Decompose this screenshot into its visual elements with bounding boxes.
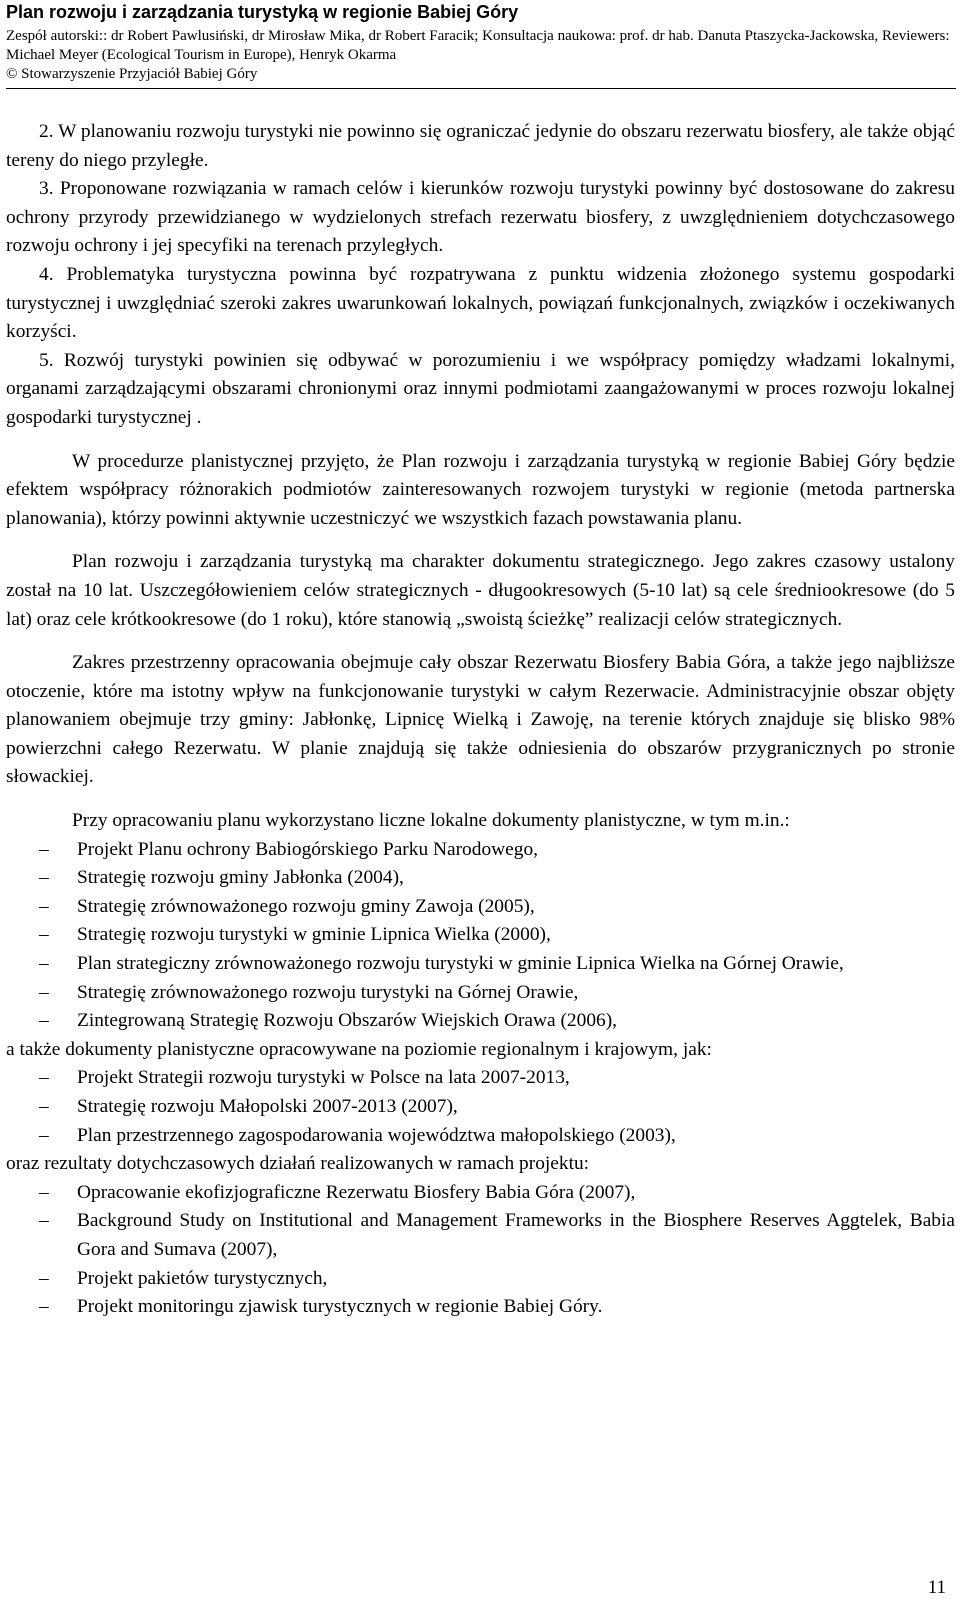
- paragraph-documents-intro: Przy opracowaniu planu wykorzystano liczne lokalne dokumenty planistyczne, w tym m.in.:: [72, 810, 790, 832]
- spacer: [6, 533, 955, 548]
- list-item-text: Projekt monitoringu zjawisk turystycznych w regionie Babiej Góry.: [77, 1296, 603, 1318]
- list-item: [6, 1179, 955, 1208]
- list-item: [6, 921, 955, 950]
- dash-bullet: –: [39, 924, 49, 946]
- document-body: [6, 118, 955, 1322]
- dash-bullet: –: [39, 1181, 49, 1203]
- project-results-list: [6, 1179, 955, 1322]
- list-item-text: Strategię rozwoju gminy Jabłonka (2004),: [77, 867, 404, 889]
- dash-bullet: –: [39, 838, 49, 860]
- list-item: [6, 979, 955, 1008]
- paragraph-strategic: Plan rozwoju i zarządzania turystyką ma charakter dokumentu strategicznego. Jego zakres czasowy ustalony został na 10 lat. Uszczegółowieniem celów strategicznych - długookresowych (5-10 lat) są cele średniookresowe (do 5 lat) oraz cele krótkookresowe (do 1 roku), które stanowią „swoistą ścieżkę” realizacji celów strategicznych.: [6, 551, 955, 630]
- page-header: [6, 0, 956, 89]
- list-item-text: Strategię rozwoju turystyki w gminie Lipnica Wielka (2000),: [77, 924, 551, 946]
- page-number: 11: [927, 1577, 946, 1598]
- numbered-item-3: 3. Proponowane rozwiązania w ramach celów i kierunków rozwoju turystyki powinny być dostosowane do zakresu ochrony przyrody przewidzianego w wydzielonych strefach rezerwatu biosfery, z uwzględnieniem dotychczasowego rozwoju ochrony i jej specyfiki na terenach przyległych.: [6, 178, 955, 257]
- authors-line: Zespół autorski:: dr Robert Pawlusiński, dr Mirosław Mika, dr Robert Faracik; Konsultacja naukowa: prof. dr hab. Danuta Ptaszycka-Jackowska, Reviewers: Michael Meyer (Ecological Tourism in Europe), Henryk Okarma: [6, 28, 950, 63]
- paragraph-spatial-scope: Zakres przestrzenny opracowania obejmuje cały obszar Rezerwatu Biosfery Babia Góra, a także jego najbliższe otoczenie, które ma istotny wpływ na funkcjonowanie turystyki w całym Rezerwacie. Administracyjnie obszar objęty planowaniem obejmuje trzy gminy: Jabłonkę, Lipnicę Wielką i Zawoję, na terenie których znajduje się blisko 98% powierzchni całego Rezerwatu. W planie znajdują się także odniesienia do obszarów przygranicznych po stronie słowackiej.: [6, 652, 955, 788]
- numbered-item-4: 4. Problematyka turystyczna powinna być rozpatrywana z punktu widzenia złożonego systemu gospodarki turystycznej i uwzględniać szeroki zakres uwarunkowań lokalnych, powiązań funkcjonalnych, związków i oczekiwanych korzyści.: [6, 263, 955, 343]
- list-item-text: Strategię zrównoważonego rozwoju turystyki na Górnej Orawie,: [77, 981, 579, 1003]
- list-item: [6, 1293, 955, 1322]
- list-item-text: Plan przestrzennego zagospodarowania województwa małopolskiego (2003),: [77, 1124, 676, 1146]
- local-documents-list: [6, 836, 955, 1036]
- paragraph-procedure: W procedurze planistycznej przyjęto, że Plan rozwoju i zarządzania turystyką w regionie Babiej Góry będzie efektem współpracy różnorakich podmiotów zainteresowanych rozwojem turystyki w regionie (metoda partnerska planowania), którzy powinni aktywnie uczestniczyć we wszystkich fazach powstawania planu.: [6, 450, 955, 529]
- list-item-text: Strategię zrównoważonego rozwoju gminy Zawoja (2005),: [77, 895, 535, 917]
- dash-bullet: –: [39, 867, 49, 889]
- dash-bullet: –: [39, 1010, 49, 1032]
- list-item-text: Projekt Strategii rozwoju turystyki w Polsce na lata 2007-2013,: [77, 1067, 570, 1089]
- dash-bullet: –: [39, 1124, 49, 1146]
- spacer: [6, 433, 955, 448]
- list-item: [6, 836, 955, 865]
- list-item: [6, 1007, 955, 1036]
- spacer: [6, 634, 955, 649]
- project-results-intro: oraz rezultaty dotychczasowych działań realizowanych w ramach projektu:: [6, 1153, 590, 1175]
- list-item: [6, 950, 955, 979]
- list-item: [6, 893, 955, 922]
- list-item: [6, 864, 955, 893]
- dash-bullet: –: [39, 895, 49, 917]
- list-item: [6, 1265, 955, 1294]
- list-item: [6, 1122, 955, 1151]
- document-title: Plan rozwoju i zarządzania turystyką w regionie Babiej Góry: [6, 2, 519, 22]
- dash-bullet: –: [39, 1267, 49, 1289]
- dash-bullet: –: [39, 953, 49, 975]
- dash-bullet: –: [39, 981, 49, 1003]
- dash-bullet: –: [39, 1067, 49, 1089]
- numbered-item-2: 2. W planowaniu rozwoju turystyki nie powinno się ograniczać jedynie do obszaru rezerwatu biosfery, ale także objąć tereny do niego przyległe.: [6, 121, 955, 171]
- list-item: [6, 1093, 955, 1122]
- list-item-text: Plan strategiczny zrównoważonego rozwoju turystyki w gminie Lipnica Wielka na Górnej Orawie,: [77, 953, 844, 975]
- list-item: [6, 1064, 955, 1093]
- list-item-text: Opracowanie ekofizjograficzne Rezerwatu Biosfery Babia Góra (2007),: [77, 1181, 636, 1203]
- regional-documents-list: [6, 1064, 955, 1150]
- spacer: [6, 792, 955, 807]
- dash-bullet: –: [39, 1210, 49, 1232]
- dash-bullet: –: [39, 1296, 49, 1318]
- copyright-line: © Stowarzyszenie Przyjaciół Babiej Góry: [6, 66, 258, 82]
- list-item-text: Zintegrowaną Strategię Rozwoju Obszarów Wiejskich Orawa (2006),: [77, 1010, 618, 1032]
- list-item-text: Projekt Planu ochrony Babiogórskiego Parku Narodowego,: [77, 838, 538, 860]
- list-item: [6, 1207, 955, 1264]
- list-item-text: Strategię rozwoju Małopolski 2007-2013 (2007),: [77, 1096, 458, 1117]
- dash-bullet: –: [39, 1096, 49, 1117]
- list-item-text: Background Study on Institutional and Management Frameworks in the Biosphere Reserves Aggtelek, Babia Gora and Sumava (2007),: [77, 1210, 955, 1260]
- list-item-text: Projekt pakietów turystycznych,: [77, 1267, 328, 1289]
- numbered-item-5: 5. Rozwój turystyki powinien się odbywać w porozumieniu i we współpracy pomiędzy władzami lokalnymi, organami zarządzającymi obszarami chronionymi oraz innymi podmiotami zaangażowanymi w proces rozwoju lokalnej gospodarki turystycznej .: [6, 349, 955, 428]
- regional-documents-intro: a także dokumenty planistyczne opracowywane na poziomie regionalnym i krajowym, jak:: [6, 1038, 712, 1060]
